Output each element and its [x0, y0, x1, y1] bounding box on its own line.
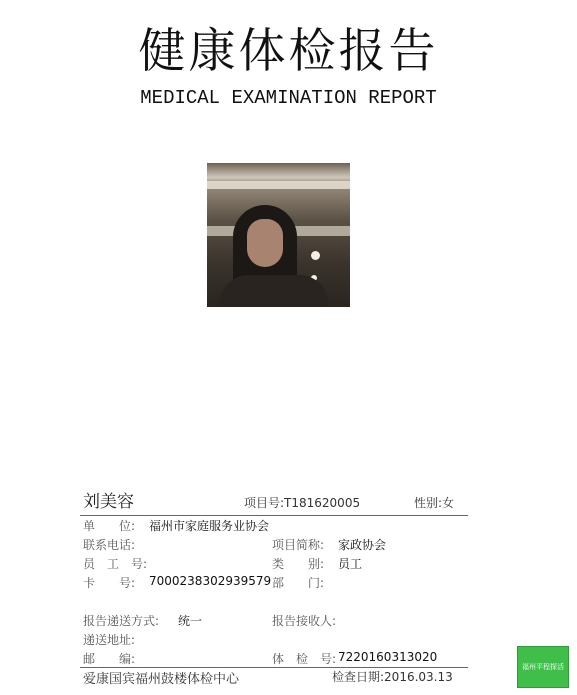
gender [414, 494, 454, 511]
exam-date-value: 2016.03.13 [384, 670, 453, 684]
gender-label: 性别: [414, 496, 443, 510]
exam-no-value: 7220160313020 [338, 650, 438, 664]
category-value: 员工 [338, 557, 363, 571]
patient-photo [207, 163, 350, 307]
exam-no-label: 体 检 号: [272, 652, 337, 666]
card-no-label: 卡 号: [83, 576, 136, 590]
project-short-label: 项目简称: [272, 538, 325, 552]
project-short-value: 家政协会 [338, 538, 387, 552]
dept-label: 部 门: [272, 576, 325, 590]
unit-label: 单 位: [83, 519, 136, 533]
phone-label: 联系电话: [83, 538, 136, 552]
green-badge-button[interactable]: 福州平程探活 [517, 646, 569, 688]
header-divider [80, 515, 468, 516]
report-title-cn: 健康体检报告 [138, 24, 439, 79]
exam-center-name: 爱康国宾福州鼓楼体检中心 [83, 672, 240, 687]
delivery-value: 统一 [178, 614, 203, 628]
delivery-label: 报告递送方式: [83, 614, 160, 628]
gender-value: 女 [442, 496, 455, 510]
staff-no-label: 员 工 号: [83, 557, 148, 571]
patient-name: 刘美容 [83, 492, 134, 512]
receiver-label: 报告接收人: [272, 614, 337, 628]
exam-date [332, 668, 453, 685]
project-number [244, 494, 360, 511]
category-label: 类 别: [272, 557, 325, 571]
exam-date-label: 检查日期: [332, 670, 385, 684]
address-label: 递送地址: [83, 633, 136, 647]
unit-value: 福州市家庭服务业协会 [149, 519, 270, 533]
postcode-label: 邮 编: [83, 652, 136, 666]
report-title-en: MEDICAL EXAMINATION REPORT [140, 87, 437, 109]
project-number-label: 项目号: [244, 496, 285, 510]
project-number-value: T181620005 [284, 496, 361, 510]
card-no-value: 7000238302939579 [149, 574, 272, 588]
